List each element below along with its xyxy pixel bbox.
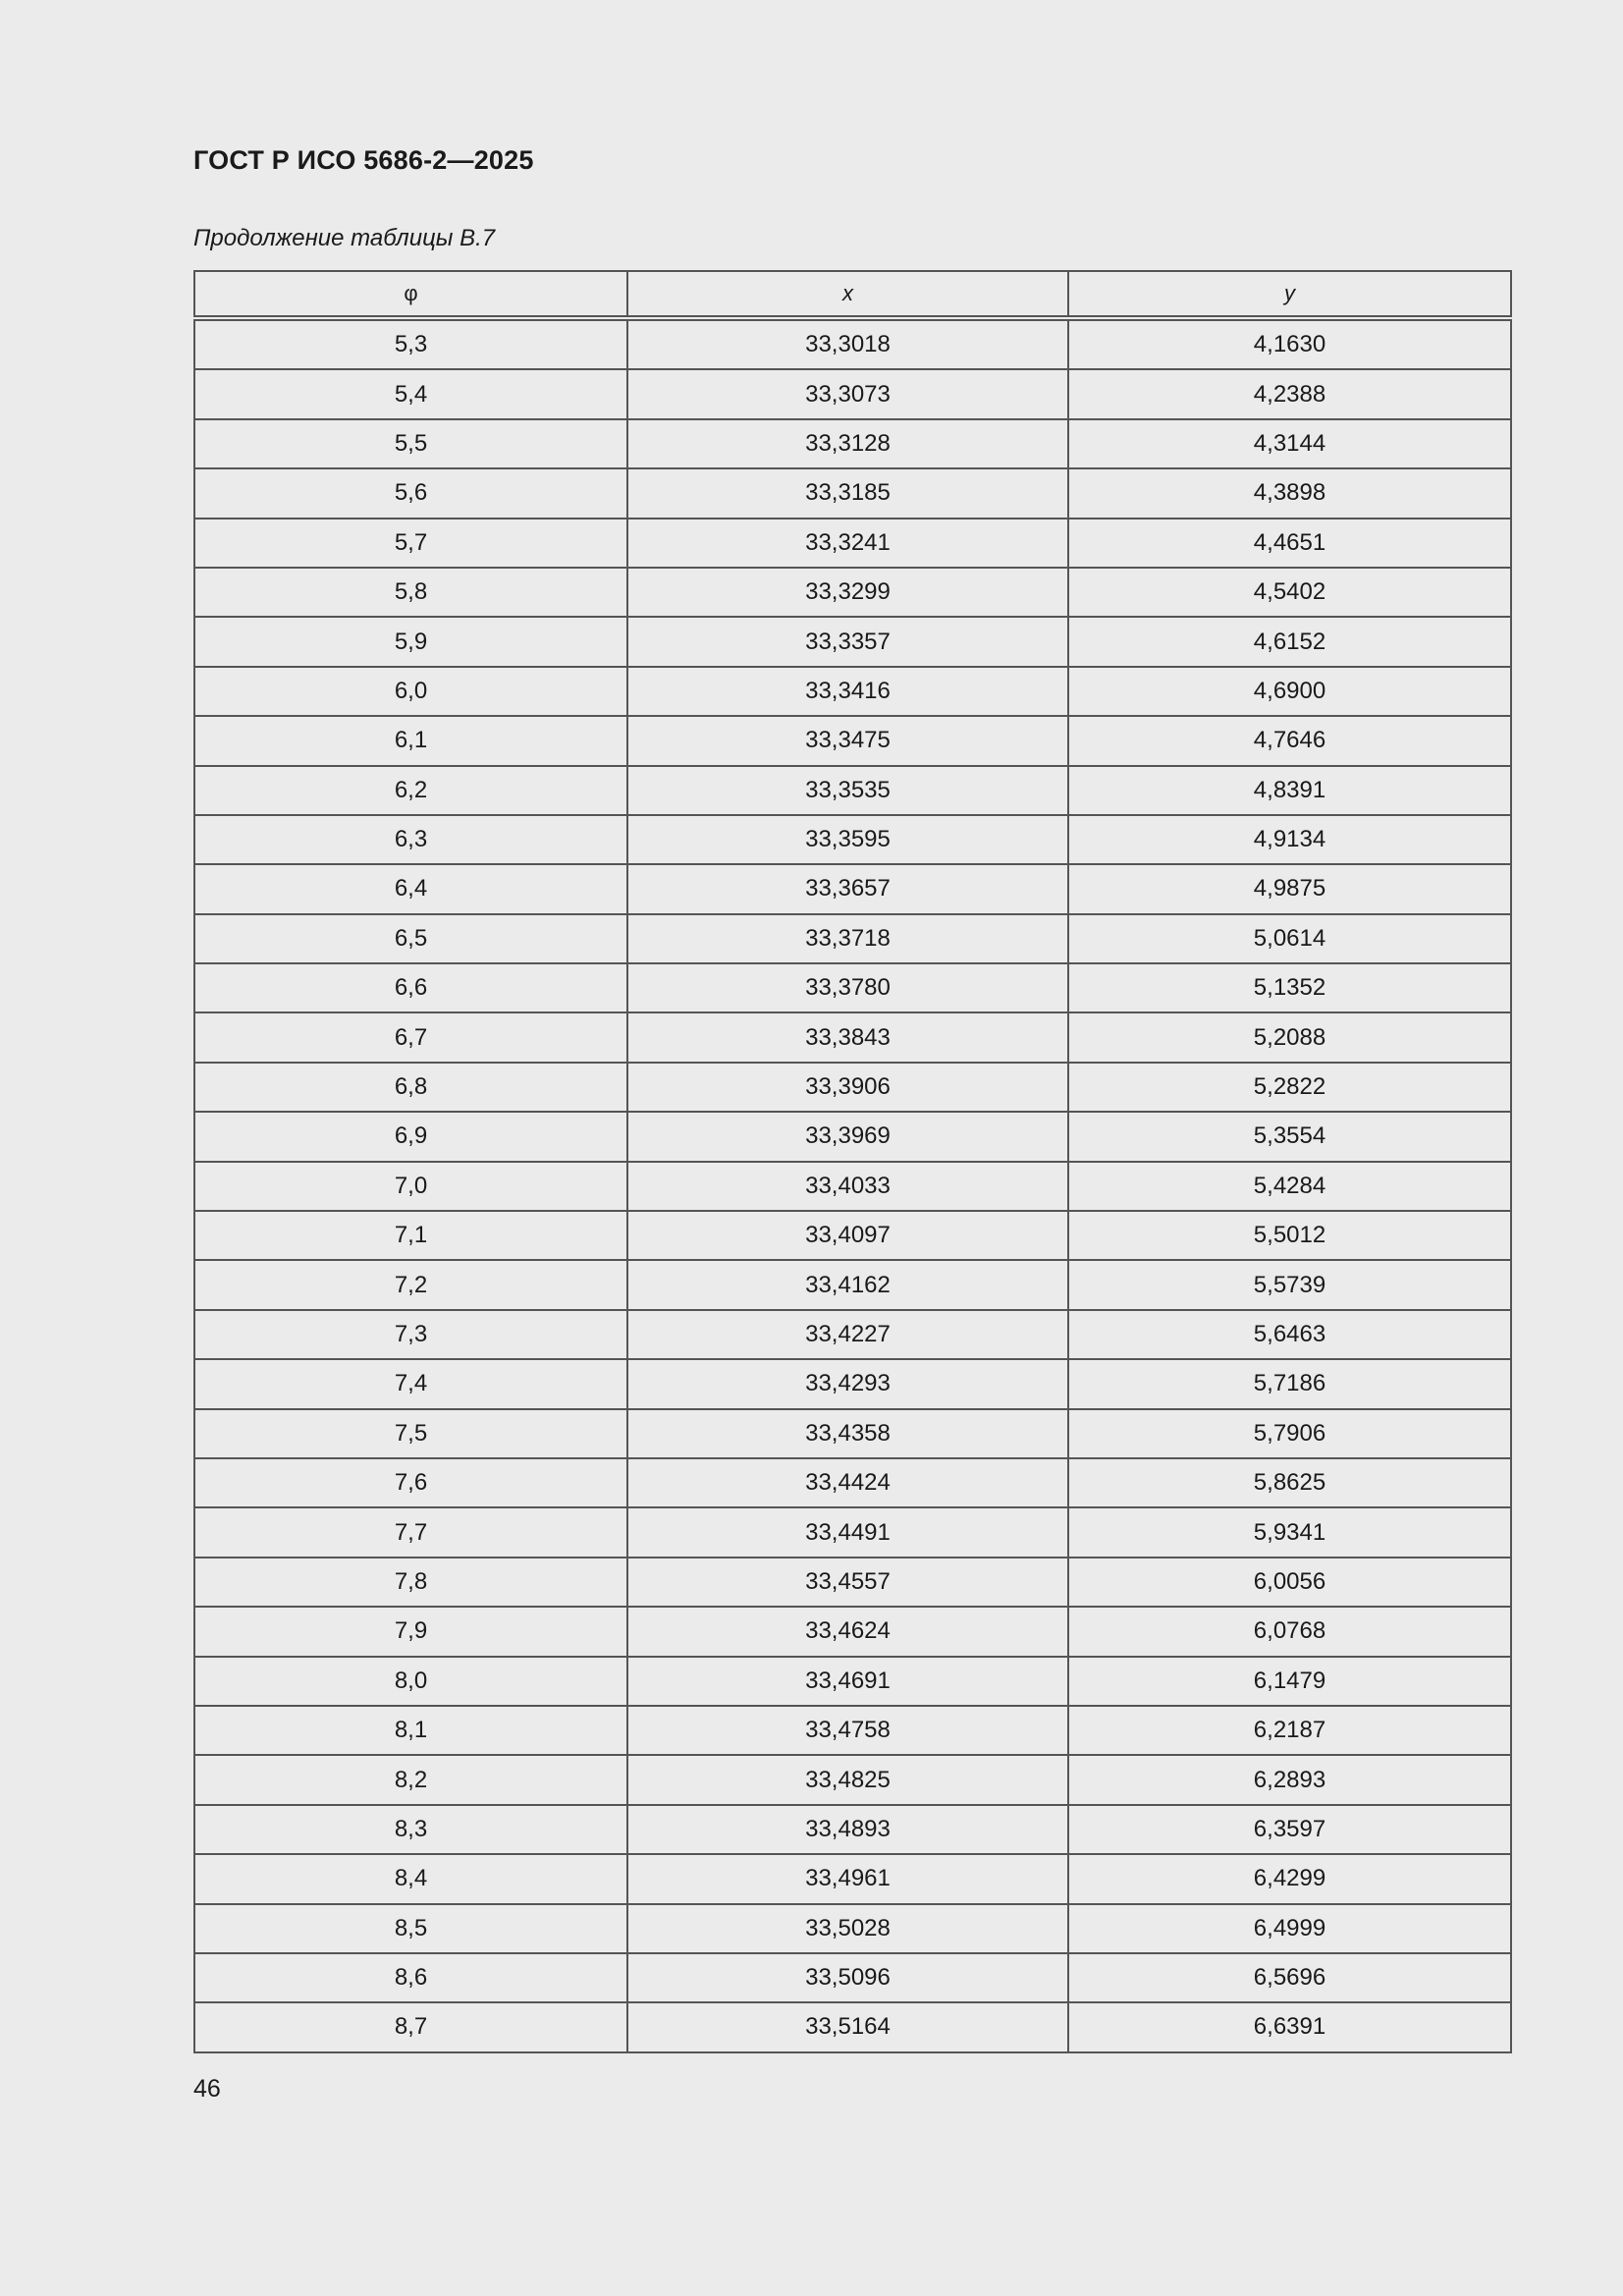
cell-y: 5,5012 <box>1068 1211 1511 1260</box>
cell-phi: 5,6 <box>194 468 627 518</box>
cell-y: 5,2088 <box>1068 1012 1511 1062</box>
table-row <box>194 1012 1511 1062</box>
cell-y: 4,7646 <box>1068 716 1511 765</box>
cell-y: 4,3144 <box>1068 419 1511 468</box>
cell-x: 33,4162 <box>627 1260 1068 1309</box>
cell-phi: 6,8 <box>194 1063 627 1112</box>
cell-y: 6,1479 <box>1068 1657 1511 1706</box>
cell-phi: 6,1 <box>194 716 627 765</box>
cell-x: 33,3073 <box>627 369 1068 418</box>
cell-y: 4,5402 <box>1068 568 1511 617</box>
cell-y: 6,4999 <box>1068 1904 1511 1953</box>
cell-phi: 6,0 <box>194 667 627 716</box>
cell-phi: 7,3 <box>194 1310 627 1359</box>
table-row <box>194 1409 1511 1458</box>
cell-y: 6,6391 <box>1068 2002 1511 2051</box>
table-row <box>194 568 1511 617</box>
table-row <box>194 1607 1511 1656</box>
cell-phi: 7,9 <box>194 1607 627 1656</box>
cell-x: 33,5096 <box>627 1953 1068 2002</box>
cell-phi: 5,8 <box>194 568 627 617</box>
cell-x: 33,4624 <box>627 1607 1068 1656</box>
cell-x: 33,3128 <box>627 419 1068 468</box>
table-row <box>194 1112 1511 1161</box>
table-row <box>194 667 1511 716</box>
cell-phi: 7,5 <box>194 1409 627 1458</box>
table-row <box>194 1657 1511 1706</box>
cell-y: 5,4284 <box>1068 1162 1511 1211</box>
cell-x: 33,3357 <box>627 617 1068 666</box>
table-caption: Продолжение таблицы В.7 <box>193 225 496 251</box>
table-row <box>194 1755 1511 1804</box>
table-row <box>194 864 1511 913</box>
table-row <box>194 716 1511 765</box>
cell-phi: 8,6 <box>194 1953 627 2002</box>
table-row <box>194 766 1511 815</box>
cell-y: 4,3898 <box>1068 468 1511 518</box>
cell-phi: 6,9 <box>194 1112 627 1161</box>
cell-phi: 6,3 <box>194 815 627 864</box>
cell-x: 33,3595 <box>627 815 1068 864</box>
cell-x: 33,4293 <box>627 1359 1068 1408</box>
cell-y: 4,8391 <box>1068 766 1511 815</box>
cell-y: 4,9875 <box>1068 864 1511 913</box>
table-row <box>194 1458 1511 1507</box>
cell-phi: 7,6 <box>194 1458 627 1507</box>
cell-y: 4,4651 <box>1068 519 1511 568</box>
cell-phi: 5,7 <box>194 519 627 568</box>
cell-phi: 7,0 <box>194 1162 627 1211</box>
cell-y: 5,9341 <box>1068 1507 1511 1557</box>
cell-x: 33,3843 <box>627 1012 1068 1062</box>
page-number: 46 <box>193 2075 221 2103</box>
table-row <box>194 2002 1511 2051</box>
cell-x: 33,3185 <box>627 468 1068 518</box>
cell-x: 33,3018 <box>627 318 1068 369</box>
cell-y: 4,9134 <box>1068 815 1511 864</box>
table-header-row <box>194 271 1511 318</box>
cell-phi: 8,3 <box>194 1805 627 1854</box>
cell-x: 33,4691 <box>627 1657 1068 1706</box>
cell-x: 33,3299 <box>627 568 1068 617</box>
table-row <box>194 1904 1511 1953</box>
table-row <box>194 1953 1511 2002</box>
cell-y: 6,0768 <box>1068 1607 1511 1656</box>
column-header-y: y <box>1068 271 1511 318</box>
cell-x: 33,3416 <box>627 667 1068 716</box>
table-row <box>194 914 1511 963</box>
table-row <box>194 519 1511 568</box>
cell-x: 33,3718 <box>627 914 1068 963</box>
cell-y: 5,7906 <box>1068 1409 1511 1458</box>
cell-phi: 5,3 <box>194 318 627 369</box>
cell-x: 33,4961 <box>627 1854 1068 1903</box>
table-row <box>194 815 1511 864</box>
cell-y: 6,5696 <box>1068 1953 1511 2002</box>
table-row <box>194 318 1511 369</box>
cell-x: 33,4758 <box>627 1706 1068 1755</box>
cell-y: 5,8625 <box>1068 1458 1511 1507</box>
cell-y: 4,6900 <box>1068 667 1511 716</box>
cell-x: 33,4097 <box>627 1211 1068 1260</box>
cell-y: 5,7186 <box>1068 1359 1511 1408</box>
table-row <box>194 963 1511 1012</box>
cell-y: 5,2822 <box>1068 1063 1511 1112</box>
cell-y: 6,2893 <box>1068 1755 1511 1804</box>
cell-phi: 7,2 <box>194 1260 627 1309</box>
table-row <box>194 1063 1511 1112</box>
cell-phi: 7,7 <box>194 1507 627 1557</box>
cell-y: 6,0056 <box>1068 1558 1511 1607</box>
cell-x: 33,3657 <box>627 864 1068 913</box>
cell-phi: 8,1 <box>194 1706 627 1755</box>
table-row <box>194 1507 1511 1557</box>
table-row <box>194 1706 1511 1755</box>
cell-y: 6,4299 <box>1068 1854 1511 1903</box>
cell-phi: 8,4 <box>194 1854 627 1903</box>
cell-y: 4,1630 <box>1068 318 1511 369</box>
cell-x: 33,4557 <box>627 1558 1068 1607</box>
data-table <box>193 270 1512 2053</box>
cell-phi: 6,5 <box>194 914 627 963</box>
cell-phi: 8,7 <box>194 2002 627 2051</box>
cell-phi: 6,2 <box>194 766 627 815</box>
cell-x: 33,4358 <box>627 1409 1068 1458</box>
table-header <box>194 271 1511 318</box>
cell-y: 5,5739 <box>1068 1260 1511 1309</box>
cell-x: 33,4033 <box>627 1162 1068 1211</box>
table-row <box>194 1260 1511 1309</box>
column-header-phi: φ <box>194 271 627 318</box>
table-body <box>194 318 1511 2052</box>
cell-x: 33,3535 <box>627 766 1068 815</box>
cell-phi: 8,0 <box>194 1657 627 1706</box>
cell-phi: 7,1 <box>194 1211 627 1260</box>
cell-y: 5,1352 <box>1068 963 1511 1012</box>
cell-y: 6,3597 <box>1068 1805 1511 1854</box>
cell-y: 4,2388 <box>1068 369 1511 418</box>
cell-phi: 8,5 <box>194 1904 627 1953</box>
cell-x: 33,5164 <box>627 2002 1068 2051</box>
table-row <box>194 369 1511 418</box>
cell-y: 5,0614 <box>1068 914 1511 963</box>
cell-x: 33,4227 <box>627 1310 1068 1359</box>
cell-x: 33,3780 <box>627 963 1068 1012</box>
cell-x: 33,3906 <box>627 1063 1068 1112</box>
table-row <box>194 1211 1511 1260</box>
cell-x: 33,3969 <box>627 1112 1068 1161</box>
table-row <box>194 1359 1511 1408</box>
cell-x: 33,3475 <box>627 716 1068 765</box>
cell-phi: 8,2 <box>194 1755 627 1804</box>
table-row <box>194 1805 1511 1854</box>
cell-y: 6,2187 <box>1068 1706 1511 1755</box>
cell-x: 33,5028 <box>627 1904 1068 1953</box>
table-row <box>194 1558 1511 1607</box>
cell-phi: 7,8 <box>194 1558 627 1607</box>
table-row <box>194 1310 1511 1359</box>
table-row <box>194 1854 1511 1903</box>
document-header: ГОСТ Р ИСО 5686-2—2025 <box>193 145 534 175</box>
cell-phi: 6,7 <box>194 1012 627 1062</box>
column-header-x: x <box>627 271 1068 318</box>
cell-phi: 5,4 <box>194 369 627 418</box>
table-row <box>194 419 1511 468</box>
cell-x: 33,4825 <box>627 1755 1068 1804</box>
cell-y: 4,6152 <box>1068 617 1511 666</box>
cell-x: 33,4893 <box>627 1805 1068 1854</box>
cell-phi: 6,6 <box>194 963 627 1012</box>
table-row <box>194 468 1511 518</box>
cell-y: 5,3554 <box>1068 1112 1511 1161</box>
cell-phi: 5,9 <box>194 617 627 666</box>
table-row <box>194 1162 1511 1211</box>
cell-y: 5,6463 <box>1068 1310 1511 1359</box>
cell-phi: 5,5 <box>194 419 627 468</box>
cell-x: 33,4491 <box>627 1507 1068 1557</box>
table-row <box>194 617 1511 666</box>
cell-phi: 6,4 <box>194 864 627 913</box>
cell-x: 33,3241 <box>627 519 1068 568</box>
cell-x: 33,4424 <box>627 1458 1068 1507</box>
cell-phi: 7,4 <box>194 1359 627 1408</box>
